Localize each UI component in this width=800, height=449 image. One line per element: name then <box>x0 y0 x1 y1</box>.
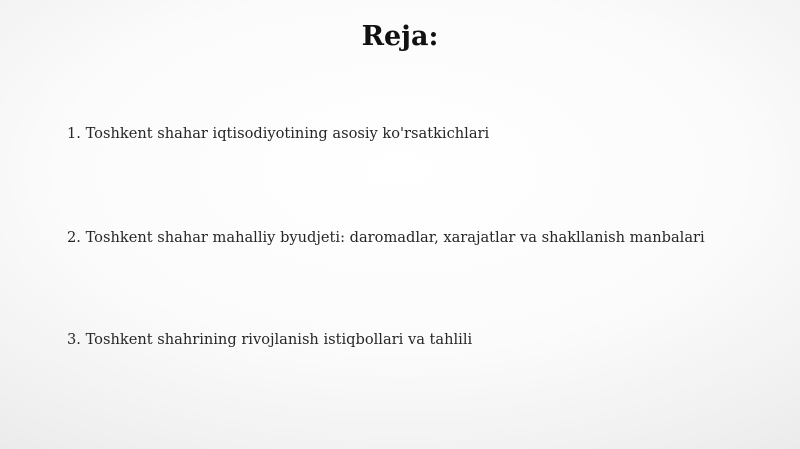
agenda-item-text: Toshkent shahar mahalliy byudjeti: daromadlar, xarajatlar va shakllanish manbalari <box>85 229 705 246</box>
agenda-item-number: 2. <box>67 229 81 246</box>
agenda-item-text: Toshkent shahrining rivojlanish istiqbollari va tahlili <box>85 331 473 348</box>
agenda-item-text: Toshkent shahar iqtisodiyotining asosiy ko'rsatkichlari <box>85 125 490 142</box>
agenda-item-number: 3. <box>67 331 81 348</box>
agenda-item-3 <box>67 330 472 350</box>
agenda-item-2 <box>67 228 705 248</box>
agenda-item-number: 1. <box>67 125 81 142</box>
agenda-item-1 <box>67 124 489 144</box>
slide-title: Reja: <box>361 21 439 52</box>
